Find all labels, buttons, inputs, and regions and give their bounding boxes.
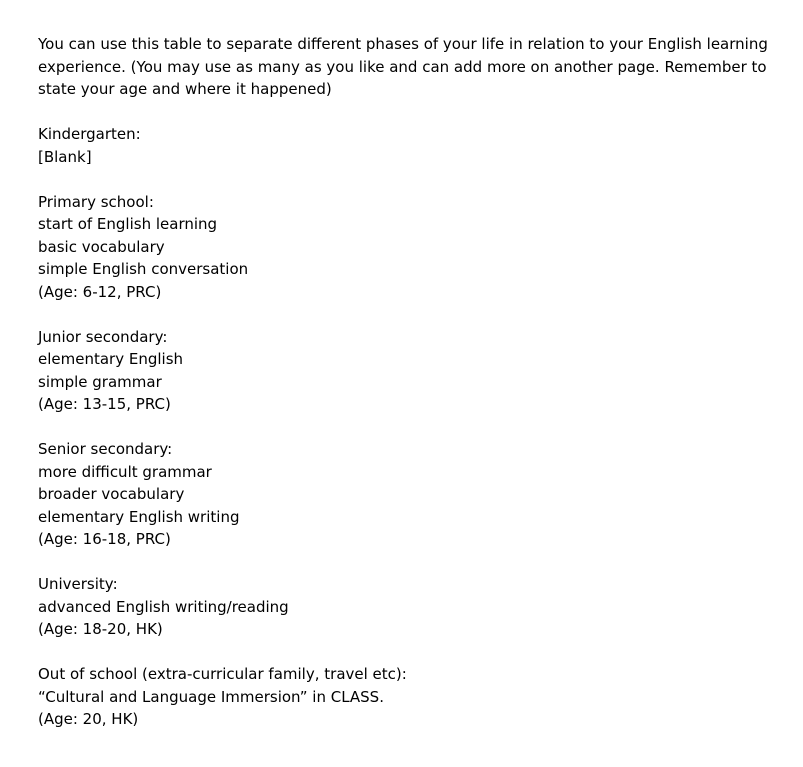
- section-heading: Junior secondary:: [38, 327, 168, 346]
- document-body: [38, 33, 778, 731]
- section-line: more difficult grammar: [38, 462, 212, 481]
- section-university: [38, 573, 778, 641]
- section-heading: Kindergarten:: [38, 125, 141, 143]
- section-age-line: (Age: 18-20, HK): [38, 620, 163, 638]
- section-out-of-school: [38, 663, 778, 731]
- section-kindergarten: [38, 123, 778, 168]
- section-heading: Senior secondary:: [38, 440, 173, 458]
- section-line: [Blank]: [38, 147, 92, 166]
- section-line: “Cultural and Language Immersion” in CLASS.: [38, 687, 384, 706]
- section-line: basic vocabulary: [38, 237, 165, 256]
- section-age-line: (Age: 20, HK): [38, 710, 139, 728]
- section-heading: University:: [38, 575, 118, 593]
- intro-paragraph: You can use this table to separate different phases of your life in relation to your English learning experience. (You may use as many as you like and can add more on another page. Remember to state your age and where it happened): [38, 35, 768, 98]
- section-age-line: (Age: 6-12, PRC): [38, 282, 162, 301]
- section-primary-school: [38, 191, 778, 304]
- section-line: broader vocabulary: [38, 485, 185, 503]
- section-line: advanced English writing/reading: [38, 597, 289, 616]
- section-line: simple English conversation: [38, 260, 249, 278]
- section-line: simple grammar: [38, 372, 162, 391]
- section-line: start of English learning: [38, 215, 218, 233]
- section-junior-secondary: [38, 326, 778, 416]
- section-line: elementary English: [38, 350, 184, 368]
- section-heading: Primary school:: [38, 192, 154, 211]
- section-age-line: (Age: 16-18, PRC): [38, 530, 171, 548]
- section-line: elementary English writing: [38, 507, 240, 526]
- section-age-line: (Age: 13-15, PRC): [38, 395, 171, 413]
- section-heading: Out of school (extra-curricular family, travel etc):: [38, 665, 407, 683]
- section-senior-secondary: [38, 438, 778, 551]
